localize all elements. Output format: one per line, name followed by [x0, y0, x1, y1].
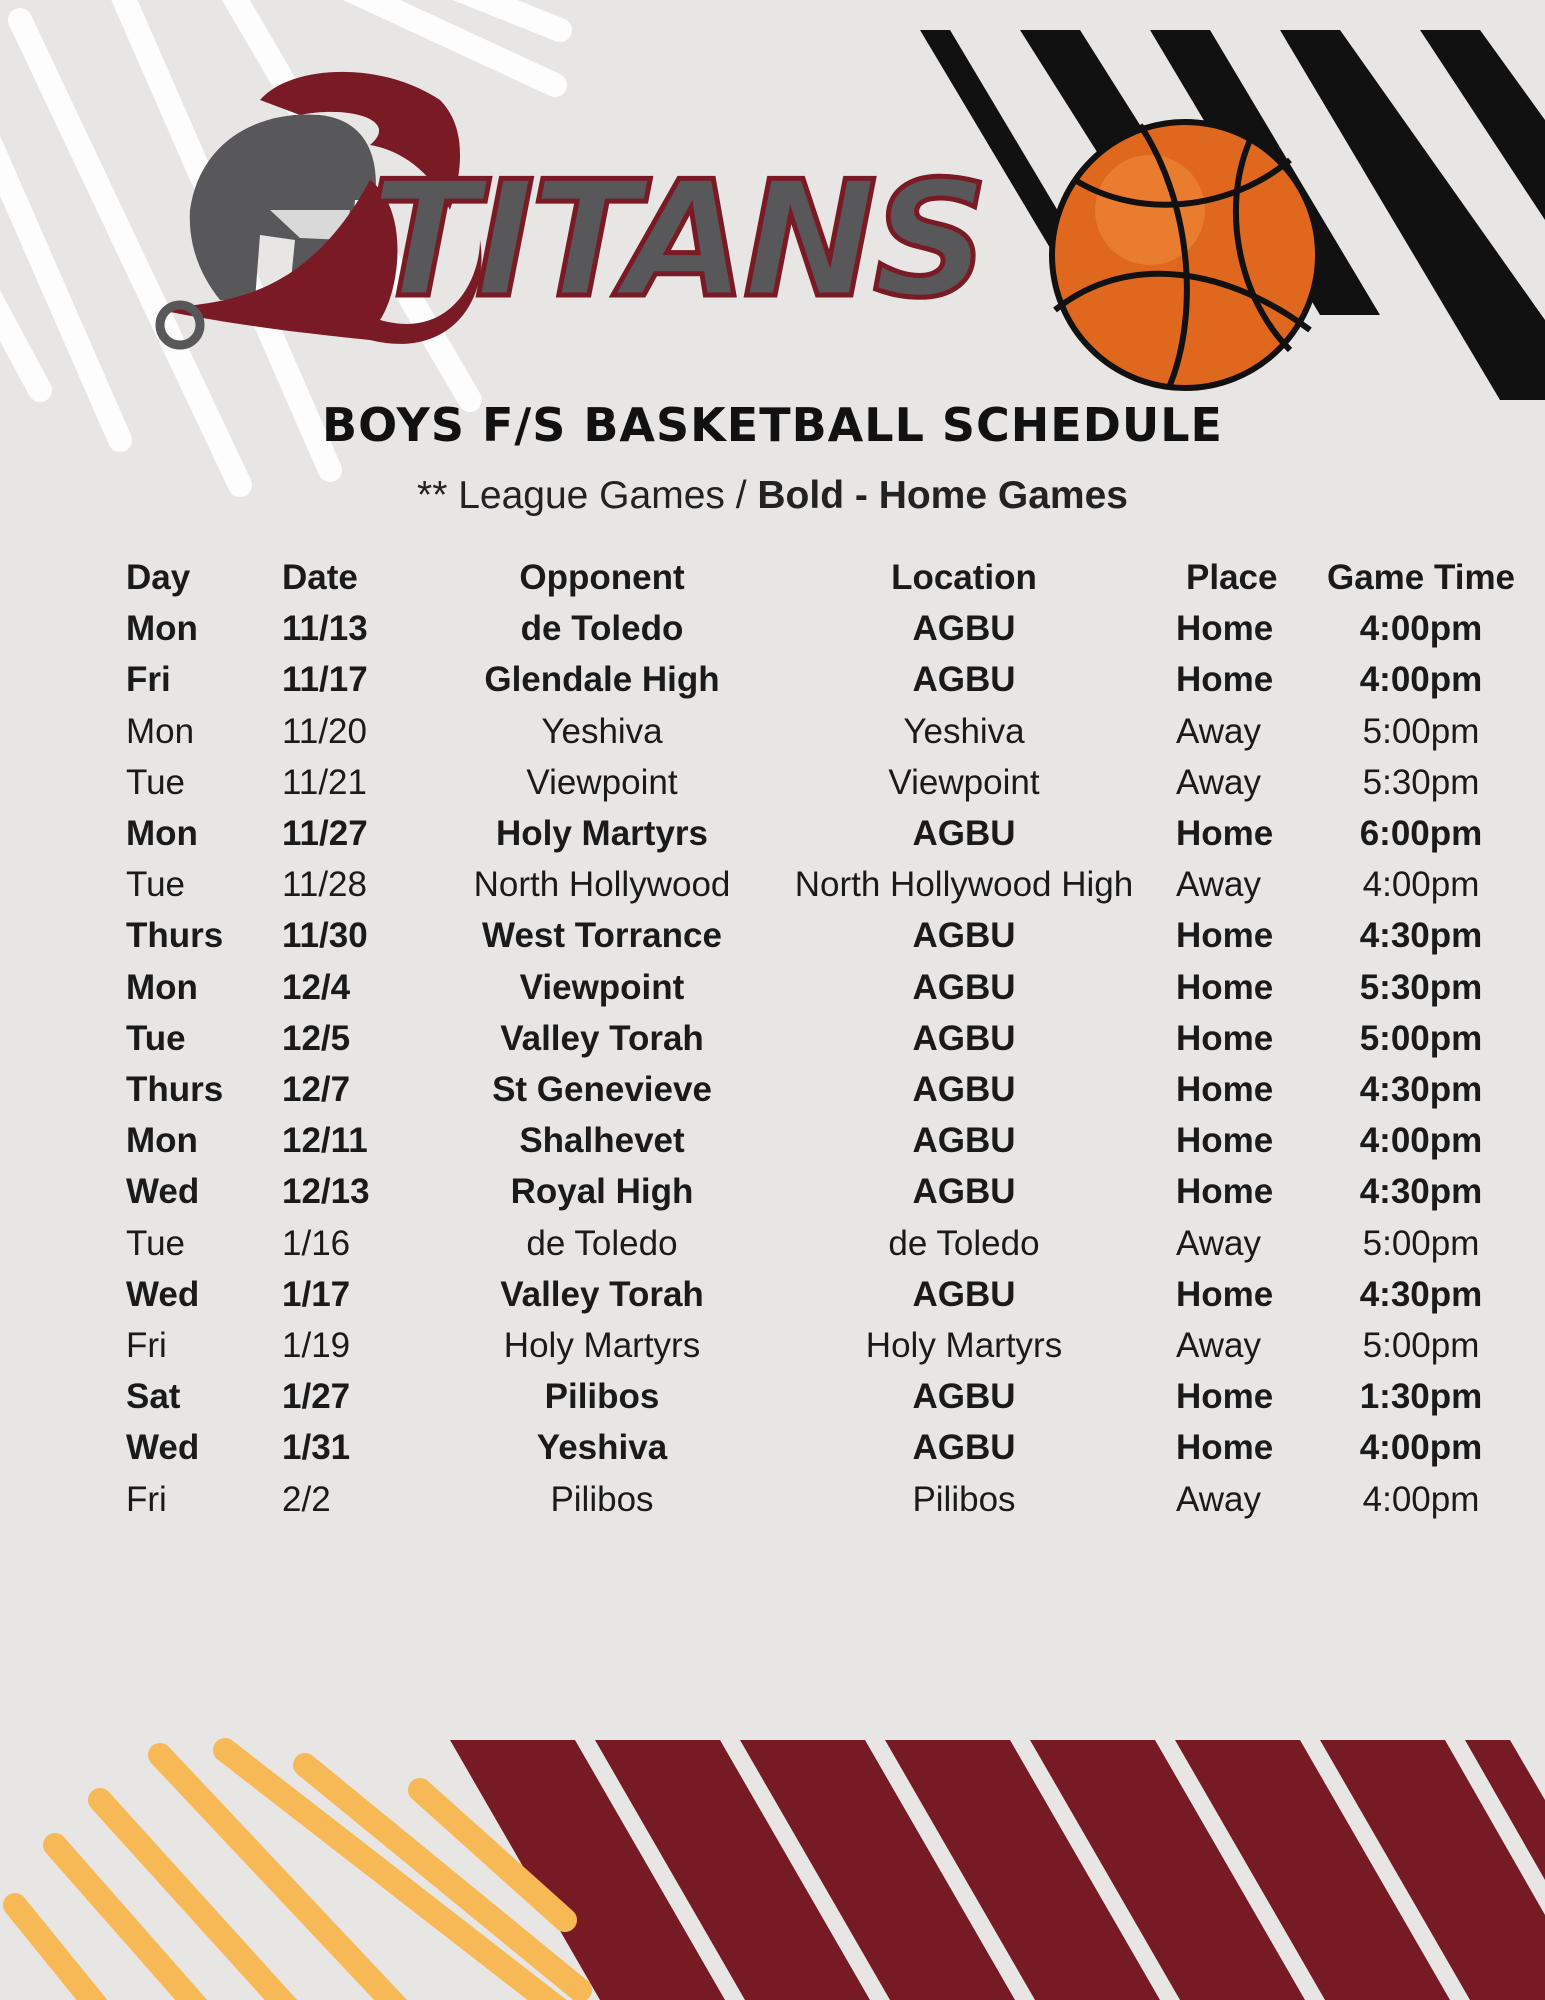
cell-date: 12/13 [282, 1172, 370, 1212]
cell-date: 12/4 [282, 967, 351, 1007]
column-header-game-time: Game Time [1326, 558, 1516, 597]
cell-date: 11/20 [282, 711, 367, 751]
titans-logo [150, 60, 1350, 400]
cell-day: Thurs [126, 1070, 224, 1110]
cell-time: 4:30pm [1359, 916, 1483, 956]
cell-opponent: Valley Torah [500, 1018, 704, 1058]
cell-date: 11/27 [282, 814, 368, 854]
column-header-opponent: Opponent [519, 558, 685, 597]
cell-time: 5:30pm [1359, 967, 1483, 1007]
cell-opponent: Pilibos [550, 1479, 654, 1519]
cell-time: 5:00pm [1359, 1018, 1483, 1058]
cell-date: 11/28 [282, 865, 367, 905]
cell-date: 2/2 [282, 1479, 331, 1519]
cell-day: Fri [126, 660, 171, 700]
table-row [118, 603, 1516, 654]
cell-location: AGBU [912, 1070, 1016, 1110]
table-row [118, 1269, 1516, 1320]
cell-date: 11/30 [282, 916, 368, 956]
cell-place: Away [1176, 762, 1261, 802]
cell-place: Home [1176, 814, 1274, 854]
cell-day: Wed [126, 1428, 200, 1468]
cell-day: Mon [126, 967, 198, 1007]
cell-time: 6:00pm [1359, 814, 1483, 854]
cell-day: Mon [126, 1121, 198, 1161]
cell-opponent: Holy Martyrs [503, 1326, 701, 1366]
table-row [118, 910, 1516, 961]
cell-location: North Hollywood High [794, 865, 1134, 905]
table-row [118, 1422, 1516, 1473]
table-row [118, 757, 1516, 808]
legend-note [0, 474, 1545, 518]
page-title: BOYS F/S BASKETBALL SCHEDULE [322, 398, 1223, 452]
cell-place: Away [1176, 711, 1261, 751]
cell-day: Thurs [126, 916, 224, 956]
cell-opponent: Viewpoint [519, 967, 685, 1007]
table-row [118, 1371, 1516, 1422]
cell-date: 1/27 [282, 1377, 351, 1417]
cell-location: AGBU [912, 1121, 1016, 1161]
cell-opponent: West Torrance [482, 916, 722, 956]
table-row [118, 1166, 1516, 1217]
cell-place: Home [1176, 916, 1274, 956]
cell-day: Fri [126, 1479, 167, 1519]
cell-day: Sat [126, 1377, 181, 1417]
cell-time: 4:00pm [1362, 865, 1480, 905]
column-header-location: Location [891, 558, 1037, 597]
table-row [118, 706, 1516, 757]
cell-location: AGBU [912, 1377, 1016, 1417]
cell-date: 12/11 [282, 1121, 368, 1161]
table-row [118, 859, 1516, 910]
cell-date: 1/17 [282, 1274, 351, 1314]
table-row [118, 962, 1516, 1013]
cell-time: 4:00pm [1362, 1479, 1480, 1519]
cell-location: AGBU [912, 916, 1016, 956]
cell-time: 4:30pm [1359, 1070, 1483, 1110]
cell-date: 11/13 [282, 609, 368, 649]
maroon-stripes-bottom [450, 1740, 1545, 2000]
cell-location: Holy Martyrs [865, 1326, 1063, 1366]
cell-opponent: North Hollywood [473, 865, 731, 905]
cell-opponent: Pilibos [544, 1377, 660, 1417]
cell-date: 1/19 [282, 1326, 351, 1366]
cell-location: AGBU [912, 609, 1016, 649]
table-row [118, 1218, 1516, 1269]
table-row [118, 1064, 1516, 1115]
cell-opponent: Valley Torah [500, 1274, 704, 1314]
cell-opponent: Viewpoint [526, 762, 678, 802]
cell-time: 4:00pm [1359, 1428, 1483, 1468]
cell-place: Home [1176, 1070, 1274, 1110]
cell-place: Home [1176, 1428, 1274, 1468]
cell-location: de Toledo [888, 1223, 1040, 1263]
cell-place: Home [1176, 609, 1274, 649]
cell-location: AGBU [912, 814, 1016, 854]
cell-date: 11/17 [282, 660, 368, 700]
cell-day: Mon [126, 711, 195, 751]
column-header-date: Date [282, 558, 358, 597]
cell-opponent: de Toledo [520, 609, 684, 649]
cell-time: 4:30pm [1359, 1172, 1483, 1212]
cell-time: 4:00pm [1359, 660, 1483, 700]
cell-location: AGBU [912, 1428, 1016, 1468]
cell-date: 12/5 [282, 1018, 351, 1058]
legend-league: ** League Games / [417, 474, 758, 517]
legend-home: Bold - Home Games [757, 474, 1128, 517]
cell-day: Tue [126, 1223, 186, 1263]
cell-day: Wed [126, 1274, 200, 1314]
cell-opponent: Yeshiva [536, 1428, 668, 1468]
cell-place: Home [1176, 967, 1274, 1007]
cell-time: 5:30pm [1362, 762, 1480, 802]
table-row [118, 1474, 1516, 1525]
cell-time: 5:00pm [1362, 711, 1480, 751]
column-header-place: Place [1186, 558, 1278, 597]
cell-time: 5:00pm [1362, 1223, 1480, 1263]
cell-day: Tue [126, 865, 186, 905]
cell-opponent: Holy Martyrs [495, 814, 709, 854]
cell-day: Mon [126, 814, 198, 854]
cell-date: 11/21 [282, 762, 367, 802]
table-row [118, 1115, 1516, 1166]
cell-day: Mon [126, 609, 198, 649]
cell-place: Home [1176, 1274, 1274, 1314]
cell-opponent: Shalhevet [519, 1121, 685, 1161]
cell-place: Away [1176, 1326, 1261, 1366]
cell-day: Wed [126, 1172, 200, 1212]
cell-date: 12/7 [282, 1070, 351, 1110]
cell-time: 5:00pm [1362, 1326, 1480, 1366]
cell-time: 4:00pm [1359, 1121, 1483, 1161]
basketball-icon [1052, 122, 1318, 388]
cell-time: 4:00pm [1359, 609, 1483, 649]
cell-place: Home [1176, 660, 1274, 700]
cell-location: AGBU [912, 1172, 1016, 1212]
cell-place: Home [1176, 1172, 1274, 1212]
cell-day: Fri [126, 1326, 167, 1366]
cell-place: Away [1176, 865, 1261, 905]
cell-opponent: Yeshiva [541, 711, 663, 751]
cell-day: Tue [126, 762, 186, 802]
cell-place: Home [1176, 1121, 1274, 1161]
cell-opponent: Royal High [510, 1172, 694, 1212]
cell-date: 1/31 [282, 1428, 351, 1468]
cell-place: Away [1176, 1223, 1261, 1263]
cell-opponent: de Toledo [526, 1223, 678, 1263]
cell-location: AGBU [912, 1274, 1016, 1314]
schedule-table [118, 552, 1516, 1525]
table-row [118, 808, 1516, 859]
table-row [118, 1013, 1516, 1064]
cell-day: Tue [126, 1018, 186, 1058]
cell-location: AGBU [912, 1018, 1016, 1058]
cell-location: AGBU [912, 967, 1016, 1007]
cell-time: 1:30pm [1359, 1377, 1483, 1417]
table-header-row [118, 552, 1516, 603]
cell-place: Away [1176, 1479, 1261, 1519]
cell-place: Home [1176, 1018, 1274, 1058]
cell-location: AGBU [912, 660, 1016, 700]
cell-date: 1/16 [282, 1223, 351, 1263]
cell-opponent: St Genevieve [492, 1070, 712, 1110]
cell-location: Pilibos [912, 1479, 1016, 1519]
column-header-day: Day [126, 558, 191, 597]
logo-wordmark: TITANS [370, 146, 985, 333]
cell-time: 4:30pm [1359, 1274, 1483, 1314]
cell-place: Home [1176, 1377, 1274, 1417]
cell-opponent: Glendale High [484, 660, 720, 700]
table-row [118, 654, 1516, 705]
table-row [118, 1320, 1516, 1371]
cell-location: Yeshiva [903, 711, 1025, 751]
cell-location: Viewpoint [888, 762, 1040, 802]
